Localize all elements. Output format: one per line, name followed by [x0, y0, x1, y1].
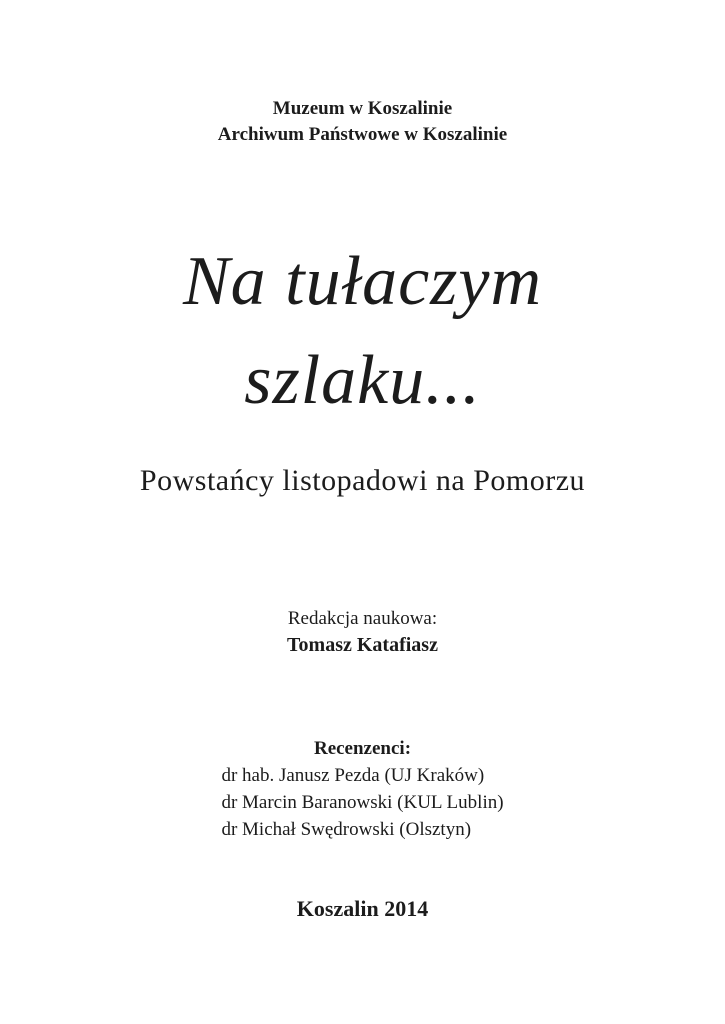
publisher-block — [0, 96, 725, 148]
reviewers-list — [221, 736, 503, 844]
reviewer-item: dr Michał Swędrowski (Olsztyn) — [221, 818, 472, 840]
editor-label: Redakcja naukowa: — [287, 608, 438, 629]
reviewer-item: dr Marcin Baranowski (KUL Lublin) — [221, 791, 504, 813]
book-subtitle: Powstańcy listopadowi na Pomorzu — [139, 464, 586, 497]
reviewers-block — [0, 736, 725, 844]
editor-name: Tomasz Katafiasz — [287, 633, 438, 656]
publisher-line-2: Archiwum Państwowe w Koszalinie — [217, 124, 508, 146]
editor-block — [0, 606, 725, 659]
reviewers-label: Recenzenci: — [313, 738, 412, 759]
publisher-line-1: Muzeum w Koszalinie — [272, 98, 453, 119]
book-title-line-2: szlaku... — [244, 342, 481, 420]
reviewer-item: dr hab. Janusz Pezda (UJ Kraków) — [221, 764, 485, 786]
imprint: Koszalin 2014 — [296, 896, 429, 921]
book-title-line-1: Na tułaczym — [182, 243, 543, 320]
book-title — [0, 232, 725, 431]
